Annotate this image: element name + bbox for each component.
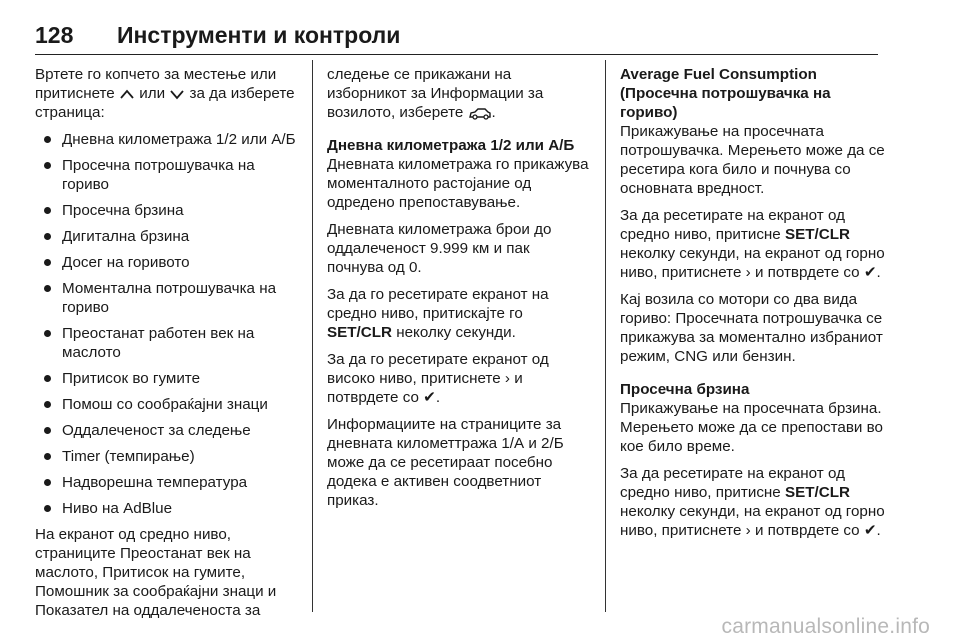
bullet-icon xyxy=(44,285,51,292)
chevron-right-icon: › xyxy=(504,370,510,387)
section-heading: Average Fuel Consumption (Просечна потрошувачка на гориво) xyxy=(620,66,831,121)
list-item: Досег на горивото xyxy=(35,253,303,272)
set-clr-key: SET/CLR xyxy=(784,226,850,243)
bullet-icon xyxy=(44,330,51,337)
set-clr-key: SET/CLR xyxy=(784,484,850,501)
paragraph: Информациите на страниците за дневната километтража 1/А и 2/Б може да се ресетираат посебно додека е активен соодветниот приказ. xyxy=(327,416,564,509)
list-item: Просечна потрошувачка на гориво xyxy=(35,156,303,194)
page-list xyxy=(35,130,303,518)
column-3 xyxy=(620,65,888,548)
list-item: Ниво на AdBlue xyxy=(35,499,303,518)
bullet-icon xyxy=(44,479,51,486)
paragraph: Прикажување на просечната брзина. Мерењето може да се препостави во кое било време. xyxy=(620,400,883,455)
list-item: Оддалеченост за следење xyxy=(35,421,303,440)
bullet-icon xyxy=(44,207,51,214)
bullet-icon xyxy=(44,136,51,143)
bullet-icon xyxy=(44,233,51,240)
paragraph: Дневната километража брои до оддалеченост 9.999 км и пак почнува од 0. xyxy=(327,221,552,276)
paragraph: Кај возила со мотори со два вида гориво: Просечната потрошувачка се прикажува за моментално избраниот режим, CNG или бензин. xyxy=(620,291,883,365)
column-1 xyxy=(35,65,303,628)
list-item: Притисок во гумите xyxy=(35,369,303,388)
paragraph: За да ресетирате на екранот од средно ниво, притисне SET/CLR неколку секунди, на екранот од горно ниво, притиснете › и потврдете со ✔. xyxy=(620,207,885,281)
bullet-icon xyxy=(44,453,51,460)
list-item: Просечна брзина xyxy=(35,201,303,220)
checkmark-icon: ✔ xyxy=(863,522,877,539)
bullet-icon xyxy=(44,375,51,382)
column-2 xyxy=(327,65,589,518)
bullet-icon xyxy=(44,505,51,512)
chevron-up-icon xyxy=(119,88,135,100)
page-header xyxy=(35,22,878,55)
paragraph: Дневната километража го прикажува моменталното растојание од одредено препоставување. xyxy=(327,156,589,211)
checkmark-icon: ✔ xyxy=(423,389,436,406)
bullet-icon xyxy=(44,401,51,408)
paragraph: следење се прикажани на изборникот за Информации за возилото, изберете . xyxy=(327,66,544,121)
bullet-icon xyxy=(44,259,51,266)
list-item: Моментална потрошувачка на гориво xyxy=(35,279,303,317)
chevron-down-icon xyxy=(169,88,185,100)
bullet-icon xyxy=(44,162,51,169)
intro-paragraph: Вртете го копчето за местење или притиснете или за да изберете страница: xyxy=(35,66,295,121)
watermark: carmanualsonline.info xyxy=(721,615,930,638)
list-item: Дигитална брзина xyxy=(35,227,303,246)
column-divider xyxy=(605,60,606,612)
chevron-right-icon: › xyxy=(745,264,751,281)
paragraph: За да го ресетирате екранот од високо ниво, притиснете › и потврдете со ✔. xyxy=(327,351,549,406)
bullet-icon xyxy=(44,427,51,434)
chevron-right-icon: › xyxy=(745,522,751,539)
paragraph: За да го ресетирате екранот на средно ниво, притискајте го SET/CLR неколку секунди. xyxy=(327,286,549,341)
list-item: Дневна километража 1/2 или А/Б xyxy=(35,130,303,149)
checkmark-icon: ✔ xyxy=(863,264,877,281)
list-item: Timer (темпирање) xyxy=(35,447,303,466)
paragraph: За да ресетирате на екранот од средно ниво, притисне SET/CLR неколку секунди, на екранот од горно ниво, притиснете › и потврдете со ✔. xyxy=(620,465,885,539)
section-heading: Просечна брзина xyxy=(620,381,750,398)
outro-paragraph: На екранот од средно ниво, страниците Преостанат век на маслото, Притисок на гумите, Помошник за сообраќајни знаци и Показател на оддалеченоста за xyxy=(35,526,277,619)
page-number: 128 xyxy=(35,22,74,48)
vehicle-icon xyxy=(468,106,492,120)
list-item: Надворешна температура xyxy=(35,473,303,492)
chapter-title: Инструменти и контроли xyxy=(117,22,401,48)
paragraph: Прикажување на просечната потрошувачка. Мерењето може да се ресетира кога било и почнува со основната вредност. xyxy=(620,123,885,197)
section-heading: Дневна километража 1/2 или А/Б xyxy=(327,137,575,154)
column-divider xyxy=(312,60,313,612)
list-item: Преостанат работен век на маслото xyxy=(35,324,303,362)
list-item: Помош со сообраќајни знаци xyxy=(35,395,303,414)
set-clr-key: SET/CLR xyxy=(327,324,392,341)
